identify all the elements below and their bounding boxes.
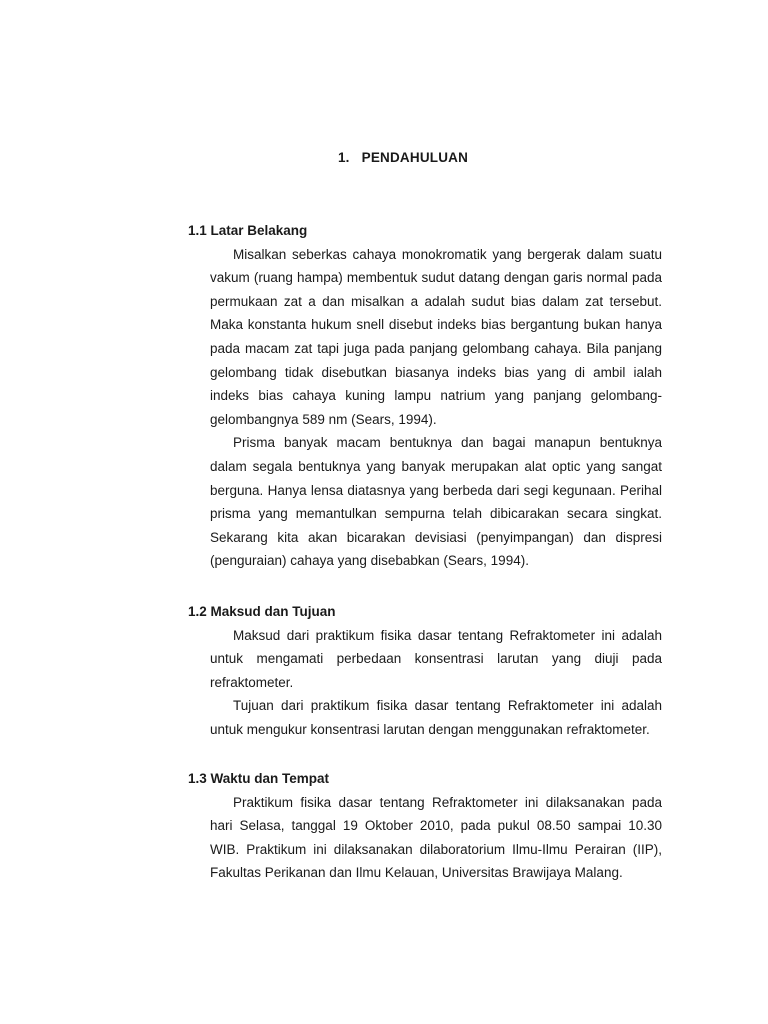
- page-title: [0, 150, 768, 165]
- section-heading: 1.3 Waktu dan Tempat: [188, 771, 330, 786]
- paragraph: Praktikum fisika dasar tentang Refraktometer ini dilaksanakan pada hari Selasa, tanggal 19 Oktober 2010, pada pukul 08.50 sampai 10.30 WIB. Praktikum ini dilaksanakan dilaboratorium Ilmu-Ilmu Perairan (IIP), Fakultas Perikanan dan Ilmu Kelauan, Universitas Brawijaya Malang.: [210, 794, 662, 881]
- paragraph: Prisma banyak macam bentuknya dan bagai manapun bentuknya dalam segala bentuknya yang banyak merupakan alat optic yang sangat berguna. Hanya lensa diatasnya yang berbeda dari segi kegunaan. Perihal prisma yang memantulkan sempurna telah dibicarakan secara singkat. Sekarang kita akan bicarakan devisiasi (penyimpangan) dan dispresi (penguraian) cahaya yang disebabkan (Sears, 1994).: [210, 435, 662, 569]
- paragraph: Maksud dari praktikum fisika dasar tentang Refraktometer ini adalah untuk mengamati perbedaan konsentrasi larutan yang diuji pada refraktometer.: [210, 627, 662, 690]
- paragraph: Misalkan seberkas cahaya monokromatik yang bergerak dalam suatu vakum (ruang hampa) membentuk sudut datang dengan garis normal pada permukaan zat a dan misalkan a adalah sudut bias dalam zat tersebut. Maka konstanta hukum snell disebut indeks bias bergantung bukan hanya pada macam zat tapi juga pada panjang gelombang cahaya. Bila panjang gelombang tidak disebutkan biasanya indeks bias yang di ambil ialah indeks bias cahaya kuning lampu natrium yang panjang gelombang-gelombangnya 589 nm (Sears, 1994).: [210, 246, 662, 427]
- title-number: 1.: [337, 150, 350, 165]
- section-maksud-tujuan: [188, 600, 662, 742]
- section-heading: 1.1 Latar Belakang: [188, 223, 308, 238]
- section-waktu-tempat: [188, 767, 662, 885]
- section-heading: 1.2 Maksud dan Tujuan: [188, 604, 336, 619]
- section-latar-belakang: [188, 219, 662, 573]
- paragraph: Tujuan dari praktikum fisika dasar tentang Refraktometer ini adalah untuk mengukur konsentrasi larutan dengan menggunakan refraktometer.: [210, 698, 662, 737]
- title-text: PENDAHULUAN: [361, 150, 469, 165]
